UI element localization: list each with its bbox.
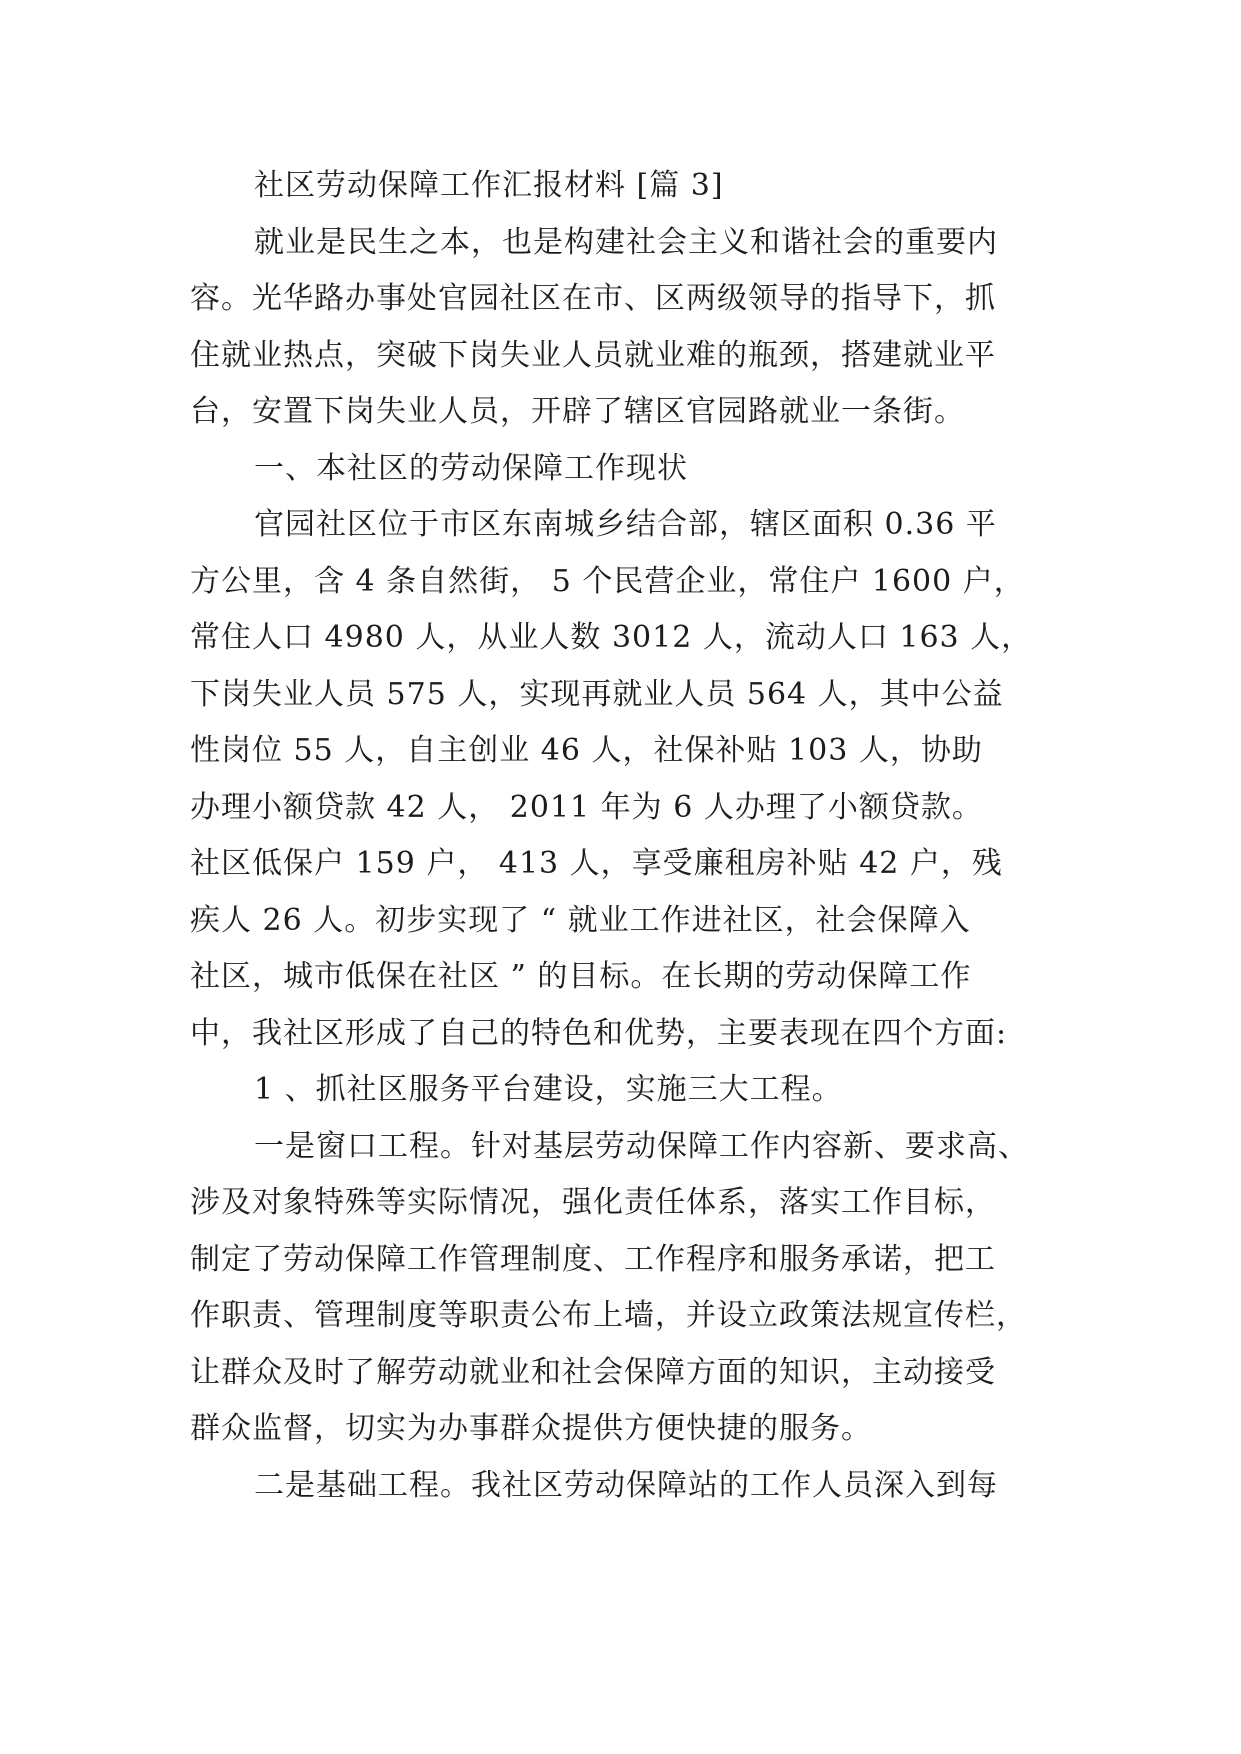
subsection-heading: 1 、抓社区服务平台建设，实施三大工程。 (254, 1072, 843, 1107)
paragraph-line: 容。光华路办事处官园社区在市、区两级领导的指导下，抓 (190, 281, 996, 316)
paragraph-line: 住就业热点，突破下岗失业人员就业难的瓶颈，搭建就业平 (190, 337, 996, 373)
paragraph-line: 群众监督，切实为办事群众提供方便快捷的服务。 (190, 1411, 872, 1446)
paragraph-line: 涉及对象特殊等实际情况，强化责任体系，落实工作目标， (190, 1185, 996, 1220)
paragraph-line: 就业是民生之本，也是构建社会主义和谐社会的重要内 (254, 224, 998, 260)
paragraph-line: 性岗位 55 人，自主创业 46 人，社保补贴 103 人，协助 (190, 733, 983, 768)
paragraph-line: 让群众及时了解劳动就业和社会保障方面的知识，主动接受 (190, 1354, 996, 1390)
paragraph-line: 中，我社区形成了自己的特色和优势，主要表现在四个方面: (190, 1015, 1008, 1051)
paragraph-line: 疾人 26 人。初步实现了 “ 就业工作进社区，社会保障入 (190, 902, 971, 938)
paragraph-line: 社区，城市低保在社区 ” 的目标。在长期的劳动保障工作 (190, 959, 972, 994)
paragraph-line: 官园社区位于市区东南城乡结合部，辖区面积 0.36 平 (254, 507, 997, 542)
paragraph-line: 办理小额贷款 42 人， 2011 年为 6 人办理了小额贷款。 (190, 789, 983, 825)
paragraph-line: 社区低保户 159 户， 413 人，享受廉租房补贴 42 户，残 (190, 846, 1003, 881)
paragraph-line: 台，安置下岗失业人员，开辟了辖区官园路就业一条街。 (190, 394, 965, 429)
paragraph-line: 作职责、管理制度等职责公布上墙，并设立政策法规宣传栏， (190, 1298, 1027, 1333)
section-heading: 一、本社区的劳动保障工作现状 (254, 450, 688, 486)
paragraph-line: 制定了劳动保障工作管理制度、工作程序和服务承诺，把工 (190, 1241, 996, 1277)
document-body (190, 158, 1060, 1514)
document-title: 社区劳动保障工作汇报材料 [篇 3] (254, 168, 724, 203)
paragraph-line: 一是窗口工程。针对基层劳动保障工作内容新、要求高、 (254, 1128, 1029, 1164)
paragraph-line: 方公里，含 4 条自然街， 5 个民营企业，常住户 1600 户， (190, 563, 1025, 599)
paragraph-line: 常住人口 4980 人，从业人数 3012 人，流动人口 163 人， (190, 620, 1033, 655)
paragraph-line: 下岗失业人员 575 人，实现再就业人员 564 人，其中公益 (190, 676, 1004, 712)
paragraph-line: 二是基础工程。我社区劳动保障站的工作人员深入到每 (254, 1467, 998, 1503)
